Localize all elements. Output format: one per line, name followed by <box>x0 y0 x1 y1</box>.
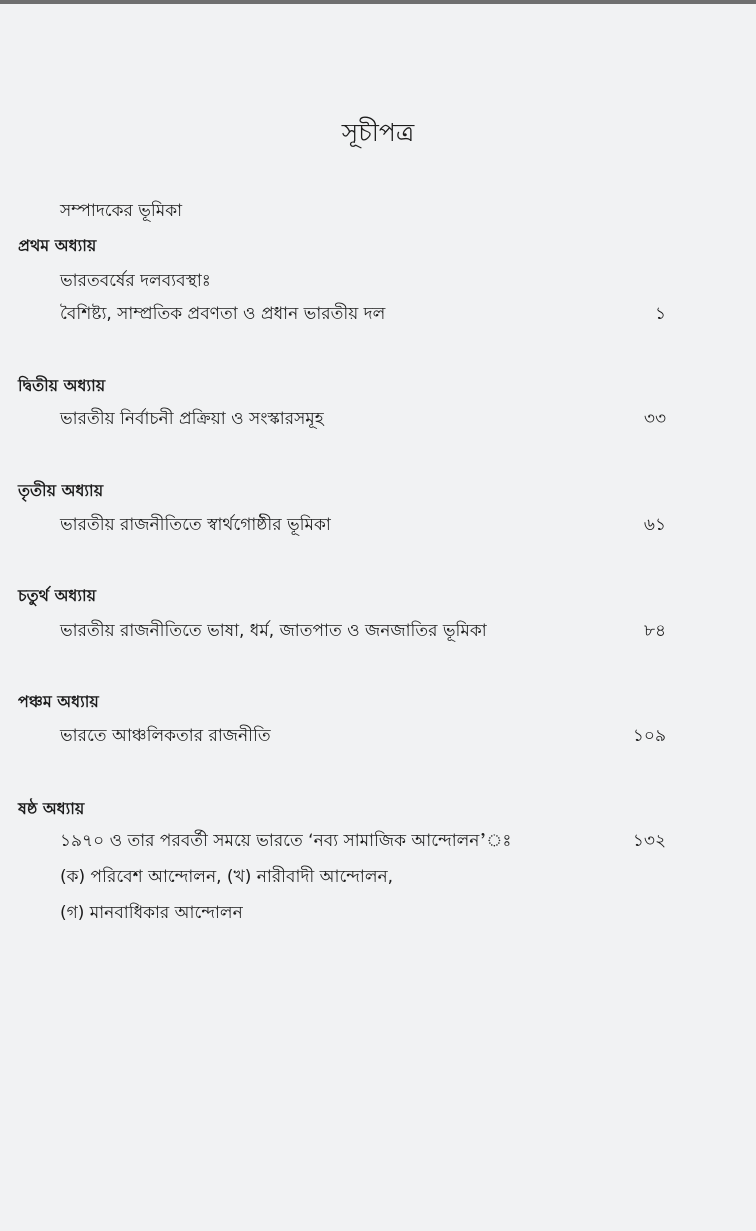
chapter-3-page-number: ৬১ <box>643 515 666 535</box>
chapter-6-page-number: ১৩২ <box>632 831 666 851</box>
chapter-4-heading: চতুর্থ অধ্যায় <box>18 586 97 605</box>
chapter-6-title-line-2: (ক) পরিবেশ আন্দোলন, (খ) নারীবাদী আন্দোলন, <box>60 867 394 887</box>
chapter-2-title: ভারতীয় নির্বাচনী প্রক্রিয়া ও সংস্কারসমূহ <box>60 409 324 429</box>
chapter-1-page-number: ১ <box>654 304 666 324</box>
chapter-6-title-line-3: (গ) মানবাধিকার আন্দোলন <box>60 903 243 923</box>
chapter-3-title: ভারতীয় রাজনীতিতে স্বার্থগোষ্ঠীর ভূমিকা <box>60 515 331 535</box>
chapter-2-page-number: ৩৩ <box>643 409 666 429</box>
chapter-4-title: ভারতীয় রাজনীতিতে ভাষা, ধর্ম, জাতপাত ও জনজাতির ভূমিকা <box>60 621 487 641</box>
preface-entry: সম্পাদকের ভূমিকা <box>60 201 183 221</box>
page-title: সূচীপত্র <box>341 118 415 147</box>
chapter-4-page-number: ৮৪ <box>643 621 666 641</box>
chapter-3-heading: তৃতীয় অধ্যায় <box>18 481 104 500</box>
chapter-5-title: ভারতে আঞ্চলিকতার রাজনীতি <box>60 726 271 746</box>
chapter-6-heading: ষষ্ঠ অধ্যায় <box>18 799 85 818</box>
chapter-1-title-line-1: ভারতবর্ষের দলব্যবস্থাঃ <box>60 271 211 291</box>
page-top-edge <box>0 0 756 4</box>
chapter-6-title-line-1: ১৯৭০ ও তার পরবর্তী সময়ে ভারতে ‘নব্য সামাজিক আন্দোলন’ঃ <box>60 831 512 851</box>
chapter-5-heading: পঞ্চম অধ্যায় <box>18 692 99 711</box>
chapter-2-heading: দ্বিতীয় অধ্যায় <box>18 376 106 395</box>
chapter-1-title-line-2: বৈশিষ্ট্য, সাম্প্রতিক প্রবণতা ও প্রধান ভারতীয় দল <box>60 304 386 324</box>
chapter-5-page-number: ১০৯ <box>632 726 666 746</box>
chapter-1-heading: প্রথম অধ্যায় <box>18 236 97 255</box>
